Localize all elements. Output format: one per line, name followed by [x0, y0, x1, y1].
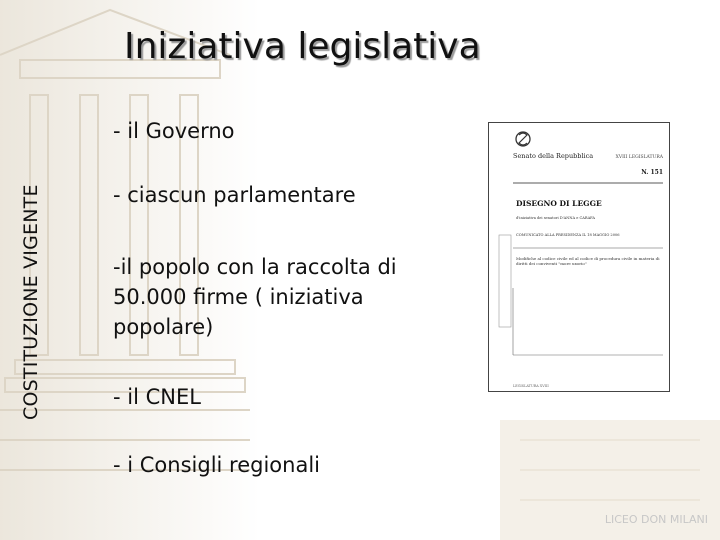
bullet-consigli-regionali: - i Consigli regionali — [113, 453, 320, 477]
side-title: COSTITUZIONE VIGENTE — [20, 184, 42, 420]
senate-emblem-icon — [516, 132, 530, 146]
doc-footer: LEGISLATURA XVIII — [513, 384, 549, 388]
doc-line-1: d'iniziativa dei senatori D'ANNA e CARAFA — [516, 216, 595, 220]
doc-side-box — [499, 235, 511, 327]
bullet-cnel: - il CNEL — [113, 385, 201, 409]
doc-header-right: XVIII LEGISLATURA — [615, 155, 663, 160]
doc-line-2: COMUNICATO ALLA PRESIDENZA IL 18 MAGGIO 2006 — [516, 233, 620, 237]
bill-document-image — [488, 122, 670, 392]
bullet-governo: - il Governo — [113, 119, 235, 143]
bullet-iniziativa-popolare: -il popolo con la raccolta di 50.000 firme ( iniziativa popolare) — [113, 255, 397, 339]
slide-title: Iniziativa legislativa — [124, 26, 481, 67]
bill-document-drawing — [489, 123, 671, 393]
footer-school-name: LICEO DON MILANI — [604, 513, 708, 526]
bullet-parlamentare: - ciascun parlamentare — [113, 183, 356, 207]
doc-heading: DISEGNO DI LEGGE — [516, 199, 602, 208]
doc-body: Modifiche al codice civile ed al codice di procedura civile in materia di diritti dei conviventi "more uxorio" — [516, 256, 660, 266]
doc-number: N. 151 — [641, 169, 663, 176]
doc-body-wrap — [516, 256, 664, 280]
doc-header-left: Senato della Repubblica — [513, 152, 594, 160]
